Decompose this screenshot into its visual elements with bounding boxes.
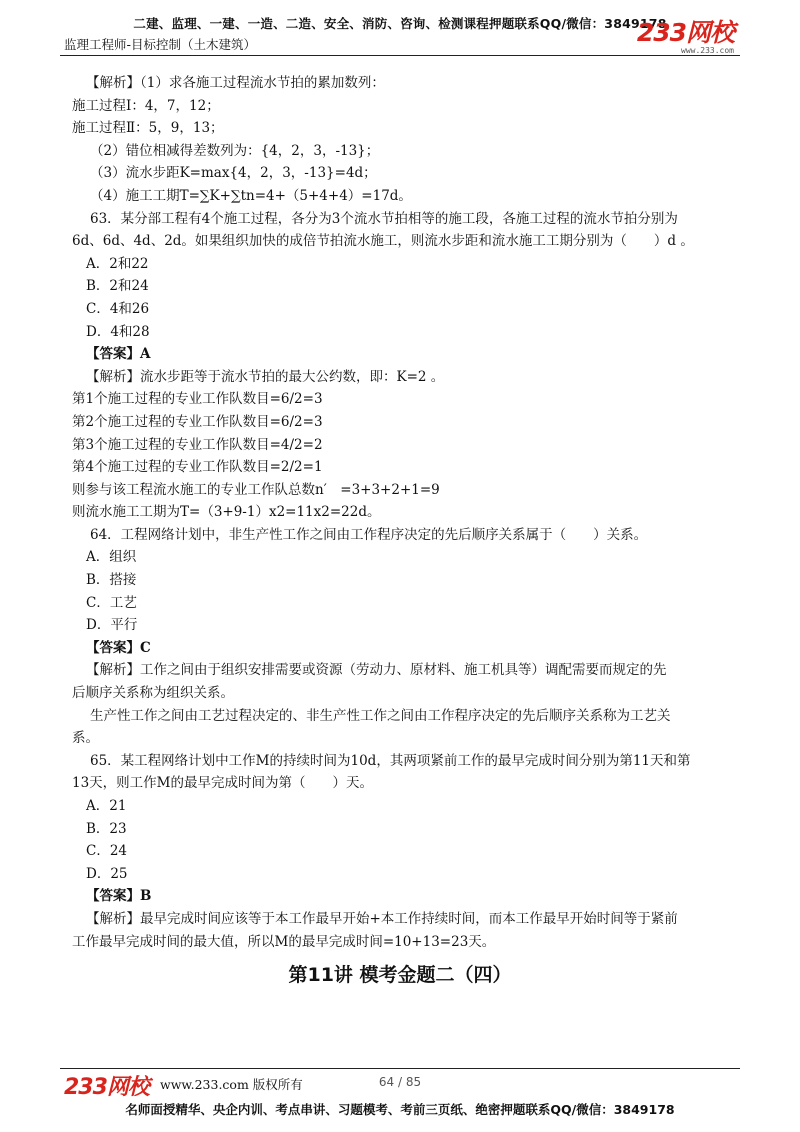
lecture-title: 第11讲 模考金题二（四） (288, 964, 512, 986)
option-d: D．平行 (86, 617, 138, 634)
option-d: D．25 (86, 865, 128, 882)
question-63-text: 6d、6d、4d、2d。如果组织加快的成倍节拍流水施工，则流水步距和流水施工工期分别为（ ）d 。 (72, 233, 694, 250)
logo-url: www.233.com (681, 46, 734, 55)
option-b: B．搭接 (86, 572, 137, 589)
option-c: C．4和26 (86, 300, 150, 317)
analysis-line: （4）施工工期T=∑K+∑tn=4+（5+4+4）=17d。 (90, 187, 412, 204)
option-a: A．2和22 (86, 255, 149, 272)
explanation-text: 生产性工作之间由工艺过程决定的、非生产性工作之间由工作程序决定的先后顺序关系称为工艺关 (90, 707, 671, 724)
explanation-text: 【解析】流水步距等于流水节拍的最大公约数，即：K=2 。 (86, 368, 445, 385)
explanation-text: 【解析】工作之间由于组织安排需要或资源（劳动力、原材料、施工机具等）调配需要而规定的先 (86, 662, 667, 679)
analysis-heading: 【解析】（1）求各施工过程流水节拍的累加数列： (86, 75, 385, 91)
footer-logo: 233网校 (64, 1075, 149, 1100)
logo-text: 233网校 (636, 18, 734, 47)
analysis-line: （3）流水步距K=max{4，2，3，-13}=4d； (90, 165, 377, 182)
answer-label: 【答案】A (86, 346, 151, 363)
footer-copyright: www.233.com 版权所有 (160, 1077, 303, 1092)
explanation-text: 工作最早完成时间的最大值，所以M的最早完成时间=10+13=23天。 (72, 933, 496, 950)
explanation-line: 则流水施工工期为T=（3+9-1）x2=11x2=22d。 (72, 504, 381, 521)
analysis-line: 施工过程Ⅰ：4，7，12； (72, 97, 220, 114)
explanation-line: 第3个施工过程的专业工作队数目=4/2=2 (72, 436, 323, 453)
explanation-line: 第2个施工过程的专业工作队数目=6/2=3 (72, 413, 323, 430)
explanation-line: 第4个施工过程的专业工作队数目=2/2=1 (72, 459, 323, 476)
explanation-text: 系。 (72, 730, 99, 747)
document-body (72, 72, 734, 953)
footer-divider (60, 1068, 740, 1069)
option-c: C．工艺 (86, 594, 137, 611)
analysis-line: （2）错位相减得差数列为：{4，2，3，-13}； (90, 142, 380, 159)
option-a: A．21 (86, 798, 127, 814)
site-logo (637, 20, 734, 55)
analysis-line: 施工过程Ⅱ：5，9，13； (72, 120, 224, 137)
document-subtitle: 监理工程师-目标控制（土木建筑） (64, 37, 257, 52)
header-contact-line: 二建、监理、一建、一造、二造、安全、消防、咨询、检测课程押题联系QQ/微信：3849178 (133, 16, 667, 31)
explanation-text: 【解析】最早完成时间应该等于本工作最早开始+本工作持续时间，而本工作最早开始时间等于紧前 (86, 910, 678, 927)
header-divider (60, 55, 740, 56)
answer-label: 【答案】B (86, 888, 152, 905)
option-a: A．组织 (86, 549, 137, 566)
footer-contact-line: 名师面授精华、央企内训、考点串讲、习题模考、考前三页纸、绝密押题联系QQ/微信：3849178 (125, 1102, 675, 1117)
explanation-line: 第1个施工过程的专业工作队数目=6/2=3 (72, 391, 323, 408)
explanation-line: 则参与该工程流水施工的专业工作队总数n′ =3+3+2+1=9 (72, 481, 440, 498)
option-b: B．23 (86, 820, 127, 837)
option-d: D．4和28 (86, 323, 150, 340)
question-64-text: 64．工程网络计划中，非生产性工作之间由工作程序决定的先后顺序关系属于（ ）关系。 (90, 526, 648, 543)
page-number: 64 / 85 (378, 1075, 422, 1089)
question-65-text: 13天，则工作M的最早完成时间为第（ ）天。 (72, 775, 374, 792)
question-65-text: 65．某工程网络计划中工作M的持续时间为10d，其两项紧前工作的最早完成时间分别为第11天和第 (90, 752, 691, 769)
answer-label: 【答案】C (86, 639, 151, 656)
option-c: C．24 (86, 843, 128, 860)
explanation-text: 后顺序关系称为组织关系。 (72, 685, 234, 702)
question-63-text: 63．某分部工程有4个施工过程，各分为3个流水节拍相等的施工段，各施工过程的流水节拍分别为 (90, 210, 678, 227)
option-b: B．2和24 (86, 278, 149, 295)
